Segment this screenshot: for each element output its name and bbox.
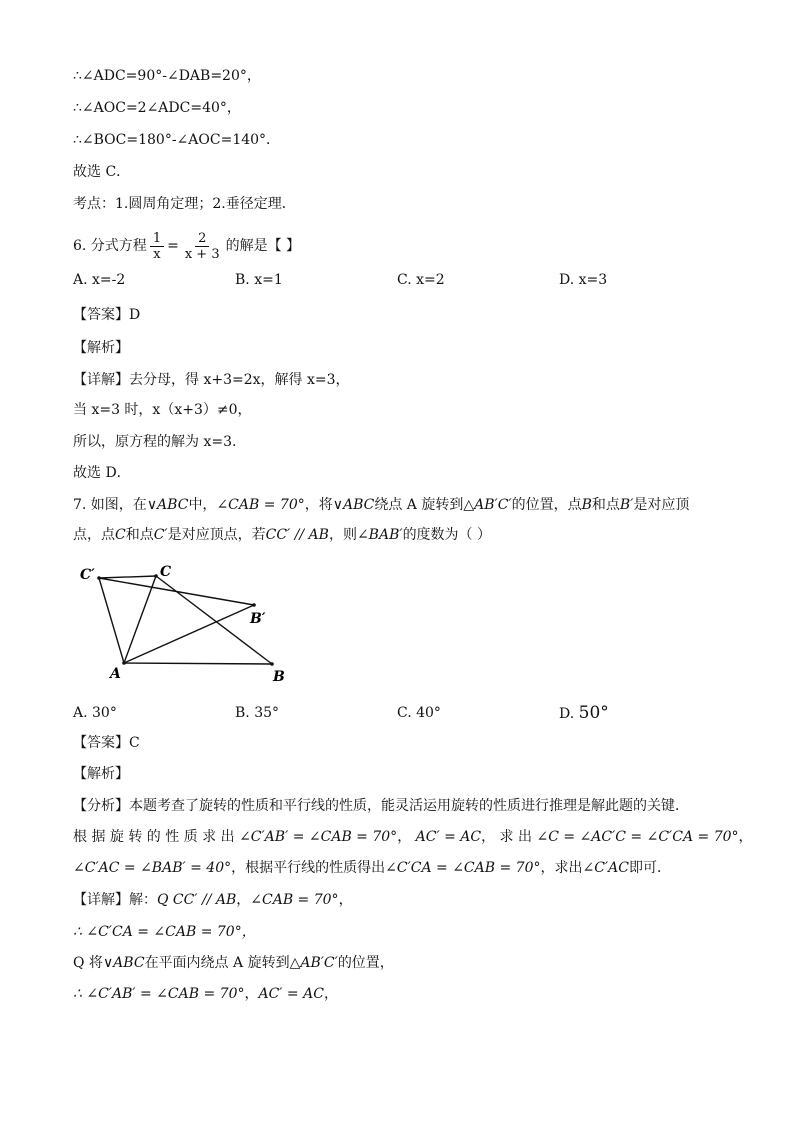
label-c: C bbox=[160, 564, 172, 580]
point-c-dot bbox=[154, 574, 158, 578]
q6-fraction-1 bbox=[150, 231, 164, 262]
q7-d1d: ∠CAB = 70° bbox=[250, 892, 339, 908]
label-c-prime: C′ bbox=[80, 567, 95, 583]
q7-l1g: 绕点 A 旋转到 bbox=[374, 497, 464, 513]
q7-figure bbox=[72, 560, 302, 690]
q7-point-b: B bbox=[581, 497, 592, 513]
q6-option-d: D. x=3 bbox=[559, 272, 608, 288]
q7-stem-line-1 bbox=[73, 495, 689, 515]
q7-s1b: ∠C′AB′ = ∠CAB = 70° bbox=[239, 829, 398, 845]
line-choose-c: 故选 C． bbox=[73, 164, 131, 180]
line-adc: ∴∠ADC=90°-∠DAB=20°， bbox=[73, 68, 261, 84]
q7-s1e: ， 求 出 bbox=[481, 829, 537, 845]
q7-s2a: ∠C′AC = ∠BAB′ = 40° bbox=[73, 860, 232, 876]
q6-option-a: A. x=-2 bbox=[73, 272, 126, 288]
q7-d1a: 【详解】解： bbox=[73, 892, 157, 908]
q7-triangle-abc-2: ∨ABC bbox=[332, 497, 375, 513]
q7-option-d bbox=[559, 703, 609, 724]
q7-d4b: ， bbox=[244, 986, 259, 1002]
q7-detail-line-2: ∴ ∠C′CA = ∠CAB = 70°， bbox=[73, 924, 256, 940]
q7-l1k: 和点 bbox=[591, 497, 620, 513]
q7-d4d: ， bbox=[323, 986, 338, 1002]
point-c1-dot bbox=[97, 576, 101, 580]
q7-detail-line-4 bbox=[73, 984, 338, 1004]
q7-angle-bab-prime: ∠BAB′ bbox=[356, 527, 403, 543]
q7-option-c: C. 40° bbox=[397, 705, 441, 721]
q7-triangle-abc: ∨ABC bbox=[146, 497, 189, 513]
q6-detail-2: 当 x=3 时，x（x+3）≠0， bbox=[73, 402, 252, 418]
q7-d3e: 的位置， bbox=[337, 955, 394, 971]
line-aoc: ∴∠AOC=2∠ADC=40°， bbox=[73, 100, 241, 116]
q7-option-b: B. 35° bbox=[235, 705, 280, 721]
q7-detail-line-3 bbox=[73, 953, 394, 973]
q6-option-b: B. x=1 bbox=[235, 272, 283, 288]
q6-analysis-label: 【解析】 bbox=[73, 340, 129, 356]
q7-analysis-label: 【解析】 bbox=[73, 766, 129, 782]
q7-l1i: 的位置，点 bbox=[511, 497, 582, 513]
q7-s2c: ∠C′CA = ∠CAB = 70° bbox=[385, 860, 541, 876]
q7-s1c: ， bbox=[397, 829, 416, 845]
q7-point-c-prime: C′ bbox=[153, 527, 168, 543]
q6-fraction-2 bbox=[182, 231, 223, 262]
q7-s2b: ，根据平行线的性质得出 bbox=[231, 860, 386, 876]
q6-detail-4: 故选 D． bbox=[73, 465, 131, 481]
q7-l1m: 是对应顶 bbox=[633, 497, 690, 513]
q7-angle-cab: ∠CAB = 70° bbox=[216, 497, 305, 513]
q7-parallel: CC′ // AB bbox=[265, 527, 329, 543]
q7-s1f: ∠C = ∠AC′C = ∠C′CA = 70° bbox=[536, 829, 739, 845]
q7-point-b-prime: B′ bbox=[619, 497, 634, 513]
segment-a-b bbox=[124, 663, 272, 664]
point-a-dot bbox=[122, 661, 126, 665]
q7-l1a: 7. 如图，在 bbox=[73, 497, 147, 513]
q7-s1g: ， bbox=[738, 829, 753, 845]
q7-option-d-letter: D. bbox=[559, 706, 579, 722]
q7-d1e: ， bbox=[338, 892, 353, 908]
point-b1-dot bbox=[252, 603, 256, 607]
q6-stem bbox=[73, 230, 300, 262]
q6-f2-num: 2 bbox=[195, 231, 209, 247]
point-b-dot bbox=[270, 662, 274, 666]
segment-a-b1 bbox=[124, 605, 254, 663]
q7-l2e: 是对应顶点，若 bbox=[167, 527, 266, 543]
q6-option-c: C. x=2 bbox=[397, 272, 445, 288]
q7-answer: 【答案】C bbox=[73, 735, 140, 751]
q6-eq: = bbox=[167, 238, 179, 254]
q6-detail-3: 所以，原方程的解为 x=3. bbox=[73, 434, 237, 450]
q6-options bbox=[73, 270, 723, 290]
q6-f1-den: x bbox=[153, 246, 161, 262]
q7-point-c: C bbox=[115, 527, 126, 543]
q7-d3b: ∨ABC bbox=[102, 955, 145, 971]
q7-detail-line-1 bbox=[73, 890, 353, 910]
q7-options bbox=[73, 703, 723, 723]
q7-s2f: 即可． bbox=[628, 860, 671, 876]
q7-l2c: 和点 bbox=[125, 527, 154, 543]
q7-fenxi: 【分析】本题考查了旋转的性质和平行线的性质，能灵活运用旋转的性质进行推理是解此题的关键． bbox=[73, 798, 689, 814]
q7-d3a: Q 将 bbox=[73, 955, 103, 971]
q7-l1e: ，将 bbox=[304, 497, 333, 513]
q7-s1d: AC′ = AC bbox=[415, 829, 482, 845]
q7-s2e: ∠C′AC bbox=[582, 860, 629, 876]
q6-f1-num: 1 bbox=[150, 231, 164, 247]
q7-solution-line-1 bbox=[73, 827, 753, 847]
label-b: B bbox=[273, 669, 285, 685]
line-boc: ∴∠BOC=180°-∠AOC=140°． bbox=[73, 132, 281, 148]
q7-d1c: ， bbox=[236, 892, 251, 908]
q7-d3d: △AB′C′ bbox=[289, 955, 338, 971]
q7-l2g: ，则 bbox=[328, 527, 357, 543]
label-b-prime: B′ bbox=[250, 611, 266, 627]
q7-l1c: 中， bbox=[188, 497, 217, 513]
segment-c1-a bbox=[99, 578, 124, 663]
q6-detail-1: 【详解】去分母，得 x+3=2x，解得 x=3， bbox=[73, 372, 350, 388]
segment-c-a bbox=[124, 576, 156, 663]
q7-l2i: 的度数为（ ） bbox=[402, 527, 492, 543]
q7-l2a: 点，点 bbox=[73, 527, 115, 543]
q6-prefix: 6. 分式方程 bbox=[73, 238, 147, 254]
segment-c1-c bbox=[99, 576, 156, 578]
line-kaodian: 考点：1.圆周角定理；2.垂径定理． bbox=[73, 196, 296, 212]
q7-solution-line-2 bbox=[73, 858, 671, 878]
q7-s2d: ，求出 bbox=[540, 860, 583, 876]
label-a: A bbox=[110, 666, 121, 682]
q6-answer: 【答案】D bbox=[73, 307, 141, 323]
q7-d4c: AC′ = AC bbox=[258, 986, 324, 1002]
q7-d4a: ∴ ∠C′AB′ = ∠CAB = 70° bbox=[73, 986, 245, 1002]
q7-triangle-abc-prime: △AB′C′ bbox=[463, 497, 512, 513]
q7-stem-line-2 bbox=[73, 525, 491, 545]
q7-option-d-value: 50° bbox=[578, 703, 609, 723]
q7-option-a: A. 30° bbox=[73, 705, 117, 721]
q7-d1b: Q CC′ // AB bbox=[157, 892, 237, 908]
q7-d3c: 在平面内绕点 A 旋转到 bbox=[144, 955, 290, 971]
q6-suffix: 的解是【 】 bbox=[225, 238, 301, 254]
q6-f2-den: x + 3 bbox=[184, 246, 220, 262]
q7-s1a: 根 据 旋 转 的 性 质 求 出 bbox=[73, 829, 240, 845]
